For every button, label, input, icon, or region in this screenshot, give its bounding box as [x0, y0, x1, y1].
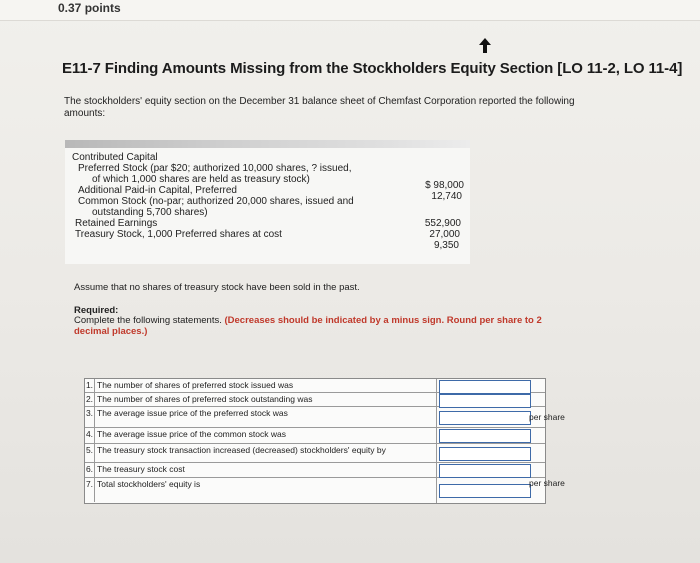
- row-number: 5.: [85, 444, 95, 462]
- row-statement: The number of shares of preferred stock issued was: [97, 380, 294, 390]
- answer-input-7[interactable]: [439, 484, 531, 498]
- row-statement: The average issue price of the common stock was: [97, 429, 286, 439]
- required-note: (Decreases should be indicated by a minus sign. Round per share to 2 decimal places.): [74, 315, 542, 337]
- answer-input-2[interactable]: [439, 394, 531, 408]
- row-number: 7.: [85, 478, 95, 502]
- row-number: 2.: [85, 394, 94, 404]
- table-row: [85, 428, 545, 444]
- contributed-capital-heading: Contributed Capital: [72, 152, 158, 163]
- common-stock-value: 552,900: [424, 218, 461, 229]
- row-number: 1.: [85, 380, 94, 390]
- table-row: [85, 407, 565, 428]
- table-row: [85, 444, 545, 463]
- table-row: [85, 393, 545, 407]
- preferred-stock-line-2: of which 1,000 shares are held as treasury stock): [92, 174, 310, 185]
- answer-table: [84, 378, 565, 504]
- retained-earnings-value: 27,000: [429, 229, 460, 240]
- preferred-stock-line-1: Preferred Stock (par $20; authorized 10,000 shares, ? issued,: [78, 163, 352, 174]
- row-unit: per share: [529, 478, 565, 488]
- problem-title: E11-7 Finding Amounts Missing from the Stockholders Equity Section [LO 11-2, LO 11-4]: [62, 60, 683, 77]
- row-number: 4.: [85, 428, 95, 443]
- answer-input-3[interactable]: [439, 411, 531, 425]
- answer-input-1[interactable]: [439, 380, 531, 394]
- row-number: 3.: [85, 407, 95, 427]
- common-stock-line-1: Common Stock (no-par; authorized 20,000 shares, issued and: [78, 196, 354, 207]
- table-row: [85, 379, 545, 393]
- header-strip: [0, 0, 700, 21]
- common-stock-line-2: outstanding 5,700 shares): [92, 207, 208, 218]
- answer-input-5[interactable]: [439, 447, 531, 461]
- answer-input-6[interactable]: [439, 464, 531, 478]
- points-label: 0.37 points: [58, 1, 121, 15]
- problem-intro: The stockholders' equity section on the December 31 balance sheet of Chemfast Corporation reported the following amounts:: [64, 96, 575, 119]
- treasury-stock-line: Treasury Stock, 1,000 Preferred shares at cost: [75, 229, 282, 240]
- assumption-text: Assume that no shares of treasury stock have been sold in the past.: [74, 282, 360, 293]
- equity-section-header-bar: [65, 140, 470, 148]
- table-row: [85, 463, 545, 478]
- row-number: 6.: [85, 463, 95, 477]
- required-text: [74, 315, 574, 337]
- required-instruction: Complete the following statements.: [74, 315, 222, 326]
- row-unit: per share: [529, 412, 565, 422]
- row-statement: Total stockholders' equity is: [97, 479, 201, 489]
- mouse-cursor-icon: [478, 38, 492, 54]
- preferred-stock-value: $ 98,000: [425, 180, 464, 191]
- apic-preferred-value: 12,740: [431, 191, 462, 202]
- row-statement: The treasury stock cost: [97, 464, 185, 474]
- row-statement: The average issue price of the preferred stock was: [97, 408, 288, 418]
- row-statement: The treasury stock transaction increased (decreased) stockholders' equity by: [97, 445, 386, 455]
- answer-input-4[interactable]: [439, 429, 531, 443]
- apic-preferred-line: Additional Paid-in Capital, Preferred: [78, 185, 237, 196]
- required-label: Required:: [74, 305, 119, 316]
- table-row: [85, 478, 565, 502]
- row-statement: The number of shares of preferred stock outstanding was: [97, 394, 313, 404]
- retained-earnings-line: Retained Earnings: [75, 218, 158, 229]
- treasury-stock-value: 9,350: [433, 240, 459, 251]
